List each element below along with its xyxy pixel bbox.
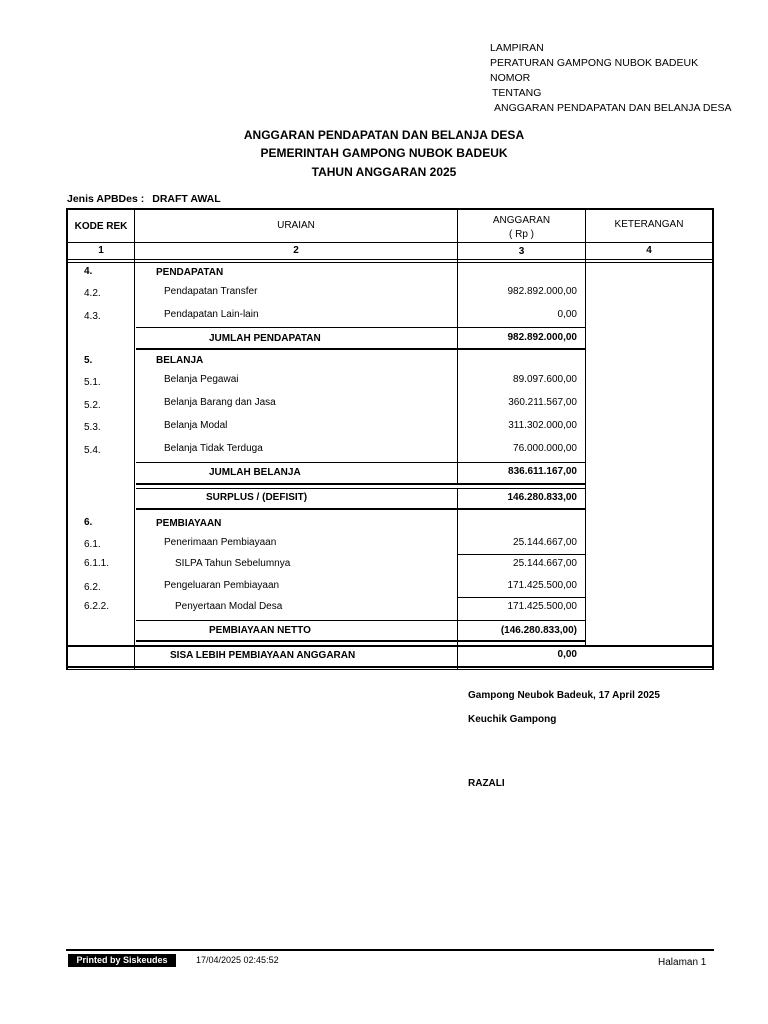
row-uraian-total: JUMLAH BELANJA <box>209 467 301 478</box>
attachment-subject: ANGGARAN PENDAPATAN DAN BELANJA DESA <box>494 102 732 114</box>
row-uraian-total: SISA LEBIH PEMBIAYAAN ANGGARAN <box>170 650 356 661</box>
row-kode: 6.2. <box>84 582 101 593</box>
row-anggaran-total: (146.280.833,00) <box>500 625 577 636</box>
row-uraian: Pendapatan Lain-lain <box>164 309 259 320</box>
row-uraian: Belanja Tidak Terduga <box>164 443 263 454</box>
row-uraian: Belanja Modal <box>164 420 228 431</box>
row-kode: 6.1. <box>84 539 101 550</box>
row-anggaran: 0,00 <box>557 309 577 320</box>
jenis-value: DRAFT AWAL <box>152 193 221 205</box>
row-kode: 5. <box>84 355 93 366</box>
row-anggaran: 25.144.667,00 <box>513 558 577 569</box>
col-number-3: 3 <box>518 246 525 257</box>
row-anggaran: 25.144.667,00 <box>513 537 577 548</box>
row-uraian-total: PEMBIAYAAN NETTO <box>209 625 311 636</box>
attachment-nomor: NOMOR <box>490 72 531 84</box>
row-uraian: SILPA Tahun Sebelumnya <box>175 558 291 569</box>
attachment-tentang: TENTANG <box>492 87 542 99</box>
attachment-peraturan: PERATURAN GAMPONG NUBOK BADEUK <box>490 57 699 69</box>
header-anggaran-unit: ( Rp ) <box>509 229 534 240</box>
row-anggaran: 982.892.000,00 <box>507 286 577 297</box>
row-kode: 5.3. <box>84 422 101 433</box>
row-uraian: Belanja Pegawai <box>164 374 239 385</box>
row-uraian: BELANJA <box>156 355 204 366</box>
row-kode: 5.2. <box>84 400 101 411</box>
page-number: Halaman 1 <box>658 957 707 968</box>
jenis-label: Jenis APBDes : <box>67 193 145 205</box>
row-anggaran: 360.211.567,00 <box>508 397 577 408</box>
row-kode: 4.2. <box>84 288 101 299</box>
print-timestamp: 17/04/2025 02:45:52 <box>196 955 279 965</box>
row-kode: 5.1. <box>84 377 101 388</box>
row-uraian: Belanja Barang dan Jasa <box>164 397 276 408</box>
row-anggaran: 171.425.500,00 <box>507 601 577 612</box>
row-kode: 6.2.2. <box>84 601 110 612</box>
row-anggaran: 76.000.000,00 <box>513 443 577 454</box>
signature-place-date: Gampong Neubok Badeuk, 17 April 2025 <box>468 690 660 701</box>
row-uraian: Penyertaan Modal Desa <box>175 601 283 612</box>
row-kode: 6.1.1. <box>84 558 110 569</box>
signature-name: RAZALI <box>468 778 505 789</box>
row-kode: 4.3. <box>84 311 101 322</box>
attachment-lampiran: LAMPIRAN <box>490 42 544 54</box>
row-anggaran-total: 982.892.000,00 <box>507 332 577 343</box>
row-uraian-total: JUMLAH PENDAPATAN <box>209 333 321 344</box>
footer-rule <box>66 949 714 951</box>
row-kode: 4. <box>84 266 93 277</box>
row-uraian: PENDAPATAN <box>156 267 224 278</box>
title-line-2: PEMERINTAH GAMPONG NUBOK BADEUK <box>260 146 508 160</box>
header-keterangan: KETERANGAN <box>614 219 684 230</box>
row-anggaran-total: 0,00 <box>557 649 577 660</box>
row-uraian: Pengeluaran Pembiayaan <box>164 580 280 591</box>
row-uraian-total: SURPLUS / (DEFISIT) <box>206 492 308 503</box>
row-anggaran: 171.425.500,00 <box>507 580 577 591</box>
row-uraian: Pendapatan Transfer <box>164 286 258 297</box>
row-anggaran-total: 146.280.833,00 <box>507 492 577 503</box>
col-number-2: 2 <box>293 245 299 256</box>
printed-by-badge: Printed by Siskeudes <box>68 954 176 967</box>
title-line-1: ANGGARAN PENDAPATAN DAN BELANJA DESA <box>243 128 525 142</box>
row-anggaran-total: 836.611.167,00 <box>508 466 577 477</box>
signature-role: Keuchik Gampong <box>468 714 557 725</box>
title-line-3: TAHUN ANGGARAN 2025 <box>311 165 457 179</box>
col-number-4: 4 <box>646 245 652 256</box>
row-anggaran: 89.097.600,00 <box>513 374 577 385</box>
header-uraian: URAIAN <box>277 220 315 231</box>
header-kode-rek: KODE REK <box>74 221 128 232</box>
row-kode: 6. <box>84 517 93 528</box>
row-uraian: PEMBIAYAAN <box>156 518 222 529</box>
row-kode: 5.4. <box>84 445 101 456</box>
row-uraian: Penerimaan Pembiayaan <box>164 537 277 548</box>
jenis-apbdes <box>67 193 221 205</box>
header-anggaran: ANGGARAN <box>492 215 551 226</box>
col-number-1: 1 <box>98 245 104 256</box>
row-anggaran: 311.302.000,00 <box>508 420 577 431</box>
